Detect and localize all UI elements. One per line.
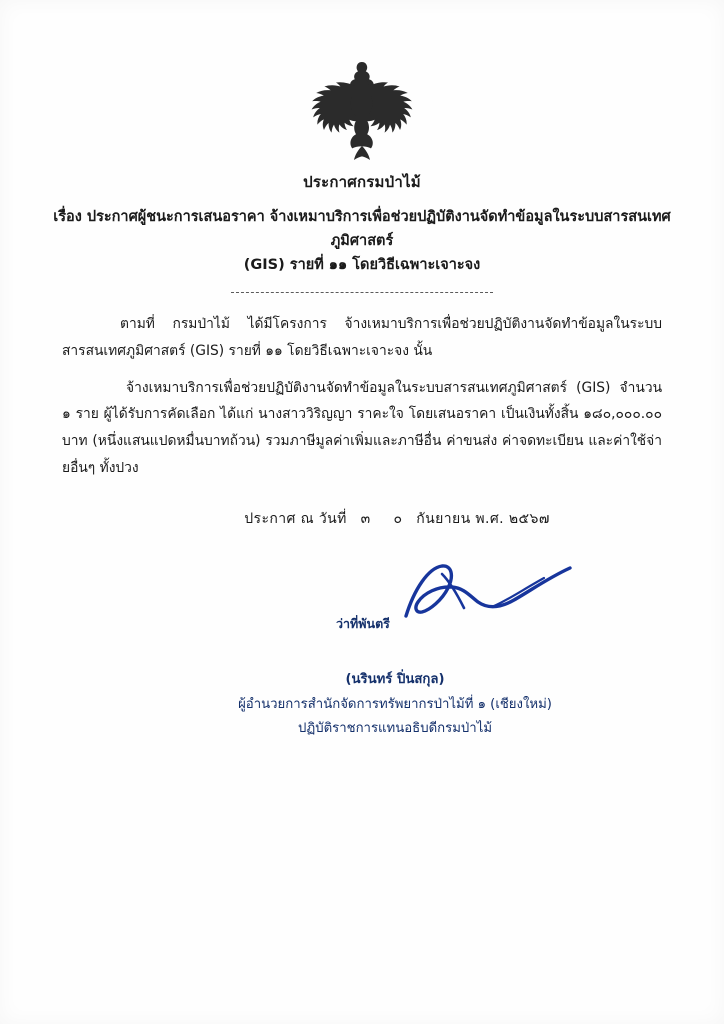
signature-area <box>0 536 724 668</box>
signer-name: (นรินทร์ ปิ่นสกุล) <box>345 672 445 688</box>
announcement-date <box>0 508 724 530</box>
document-title: ประกาศกรมป่าไม้ <box>303 173 421 191</box>
paragraph-1: ตามที่ กรมป่าไม้ ได้มีโครงการ จ้างเหมาบริการเพื่อช่วยปฏิบัติงานจัดทำข้อมูลในระบบสารสนเทศภูมิศาสตร์ (GIS) รายที่ ๑๑ โดยวิธีเฉพาะเจาะจง นั้น <box>62 315 662 359</box>
subject-line-1: เรื่อง ประกาศผู้ชนะการเสนอราคา จ้างเหมาบริการเพื่อช่วยปฏิบัติงานจัดทำข้อมูลในระบบสารสนเทศภูมิศาสตร์ <box>53 209 671 249</box>
paragraph-2-container <box>62 375 662 483</box>
paragraph-2: จ้างเหมาบริการเพื่อช่วยปฏิบัติงานจัดทำข้อมูลในระบบสารสนเทศภูมิศาสตร์ (GIS) จำนวน ๑ ราย ผู้ได้รับการคัดเลือก ได้แก่ นางสาววิริญญา ราคะใจ โดยเสนอราคา เป็นเงินทั้งสิ้น ๑๘๐,๐๐๐.๐๐ บาท (หนึ่งแสนแปดหมื่นบาทถ้วน) รวมภาษีมูลค่าเพิ่มและภาษีอื่น ค่าขนส่ง ค่าจดทะเบียน และค่าใช้จ่ายอื่นๆ ทั้งปวง <box>62 379 662 477</box>
signer-position-line-2: ปฏิบัติราชการแทนอธิบดีกรมป่าไม้ <box>297 720 493 736</box>
emblem-container <box>0 58 724 162</box>
announcement-year: ๒๕๖๗ <box>508 511 550 528</box>
document-subject <box>44 206 680 278</box>
announcement-month: กันยายน <box>416 511 471 528</box>
acting-rank-label: ว่าที่พันตรี <box>336 616 390 632</box>
announcement-day-digit-2: ๐ <box>393 511 403 528</box>
announcement-day-digit-1: ๓ <box>360 511 371 528</box>
garuda-emblem <box>308 58 416 162</box>
document-body <box>62 311 662 482</box>
signer-block <box>0 668 724 741</box>
section-divider <box>231 292 493 293</box>
signer-position-line-1: ผู้อำนวยการสำนักจัดการทรัพยากรป่าไม้ที่ ๑ (เชียงใหม่) <box>238 696 552 712</box>
signature-mark <box>398 556 588 640</box>
announcement-prefix: ประกาศ ณ วันที่ <box>244 511 347 528</box>
announcement-year-prefix: พ.ศ. <box>475 511 505 528</box>
paragraph-1-container <box>62 311 662 365</box>
subject-line-2: (GIS) รายที่ ๑๑ โดยวิธีเฉพาะเจาะจง <box>243 256 481 273</box>
